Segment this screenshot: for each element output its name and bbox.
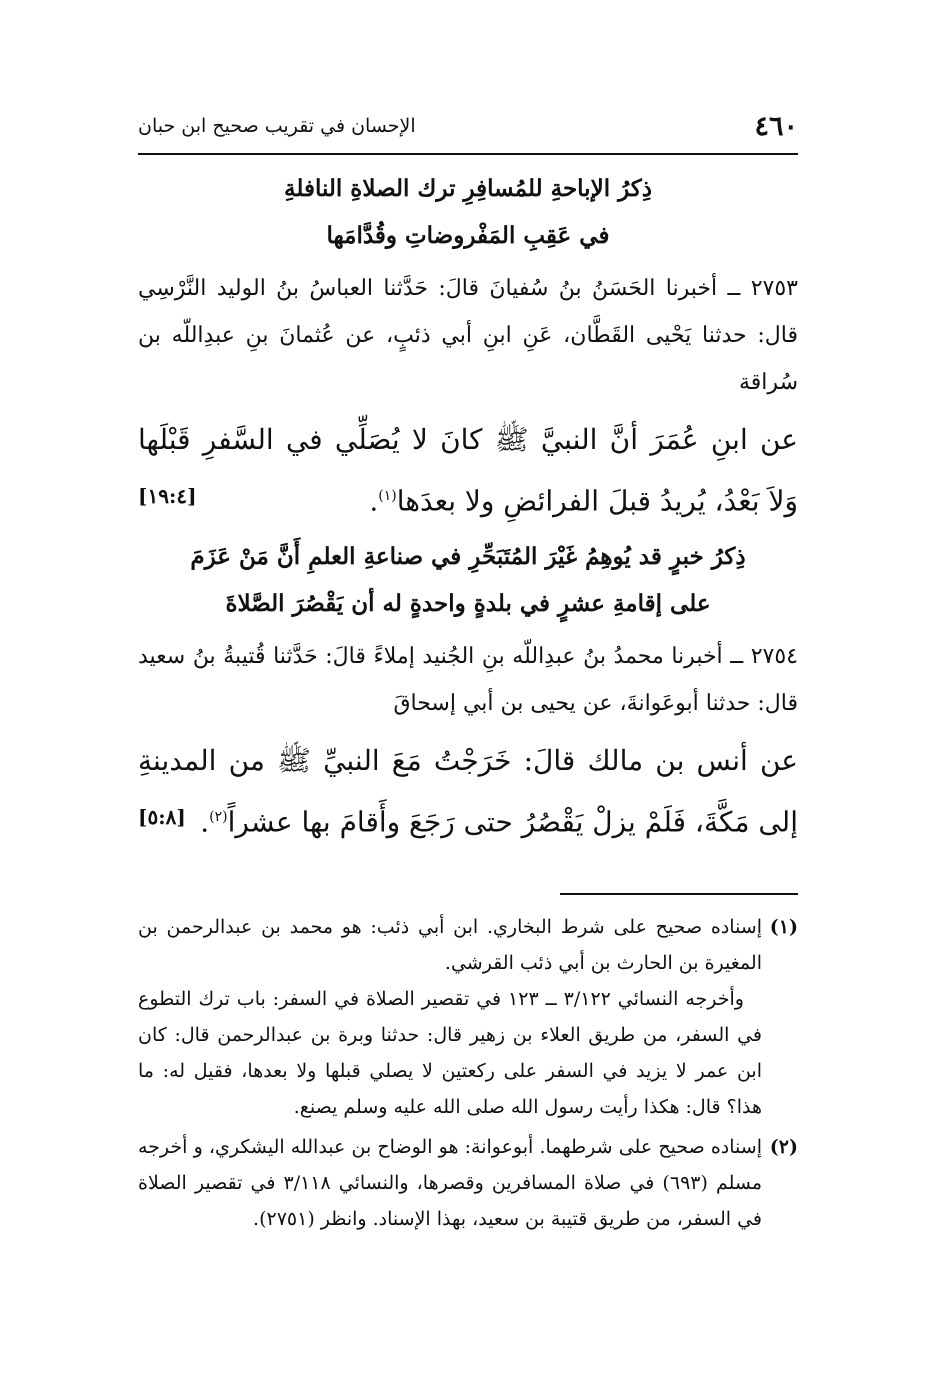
hadith-text: عن ابنِ عُمَرَ أنَّ النبيَّ ﷺ كانَ لا يُصَلِّي في السَّفرِ قَبْلَها وَلاَ بَعْدُ، يُريدُ قبلَ الفرائضِ ولا بعدَها: [138, 423, 799, 518]
running-title: الإحسان في تقريب صحيح ابن حبان: [138, 115, 416, 137]
hadith-text: عن أنس بن مالك قالَ: خَرَجْتُ مَعَ النبيِّ ﷺ من المدينةِ إلى مَكَّةَ، فَلَمْ يزلْ يَقْصُرُ حتى رَجَعَ وأَقامَ بها عشراً: [138, 744, 798, 839]
footnote-2: [138, 1129, 798, 1237]
hadith-2753-text: عن ابنِ عُمَرَ أنَّ النبيَّ ﷺ كانَ لا يُصَلِّي في السَّفرِ قَبْلَها وَلاَ بَعْدُ، يُريدُ قبلَ الفرائضِ ولا بعدَها$^{(١)}$. [١٩:٤]: [138, 412, 798, 529]
hadith-2754-text: عن أنس بن مالك قالَ: خَرَجْتُ مَعَ النبيِّ ﷺ من المدينةِ إلى مَكَّةَ، فَلَمْ يزلْ يَقْصُرُ حتى رَجَعَ وأَقامَ بها عشراً$^{(٢)}$. [٥:٨]: [138, 733, 798, 850]
chapter-title-line: على إقامةِ عشرٍ في بلدةٍ واحدةٍ له أن يَقْصُرَ الصَّلاةَ: [225, 590, 711, 618]
footnote-mark: (١): [769, 915, 798, 938]
footnote-text: إسناده صحيح على شرطهما. أبوعوانة: هو الوضاح بن عبدالله اليشكري، و أخرجه مسلم (٦٩٣) في صلاة المسافرين وقصرها، والنسائي ٣/١١٨ في تقصير الصلاة في السفر، من طريق قتيبة بن سعيد، بهذا الإسناد. وانظر (٢٧٥١).: [138, 1135, 763, 1230]
footnote-ref: (١): [378, 488, 397, 504]
header-rule: [138, 153, 798, 155]
footnote-1: [138, 909, 798, 1125]
footnote-ref: (٢): [209, 809, 228, 826]
source-reference: [٥:٨]: [138, 805, 186, 830]
page: [138, 105, 798, 1241]
hadith-2754-isnad: ٢٧٥٤ ــ أخبرنا محمدُ بنُ عبدِاللّه بنِ الجُنيد إملاءً قالَ: حَدَّثنا قُتيبةُ بنُ سعيد قال: حدثنا أبوعَوانةَ، عن يحيى بن أبي إسحاقَ: [138, 644, 798, 717]
footnote-text: إسناده صحيح على شرط البخاري. ابن أبي ذئب: هو محمد بن عبدالرحمن بن المغيرة بن الحارث بن أبي ذئب القرشي.: [138, 915, 762, 974]
page-number: ٤٦٠: [754, 111, 798, 142]
page-header: [138, 105, 798, 149]
chapter-heading-2: [138, 533, 798, 627]
hadith-2753-isnad: ٢٧٥٣ ــ أخبرنا الحَسَنُ بنُ سُفيانَ قالَ: حَدَّثنا العباسُ بنُ الوليد النَّرْسِي قال: حدثنا يَحْيى القَطَّان، عَنِ ابنِ أبي ذئبٍ، عن عُثمانَ بنِ عبدِاللّه بن سُراقة: [138, 276, 798, 395]
chapter-heading-1: [138, 165, 798, 259]
chapter-title-line: في عَقِبِ المَفْروضاتِ وقُدَّامَها: [326, 222, 610, 249]
chapter-title-line: ذِكرُ الإباحةِ للمُسافِرِ ترك الصلاةِ النافلةِ: [284, 175, 652, 202]
footnote-mark: (٢): [769, 1135, 798, 1158]
source-reference: [١٩:٤]: [138, 484, 197, 508]
footnote-separator: [560, 893, 798, 895]
footnote-text: وأخرجه النسائي ٣/١٢٢ ــ ١٢٣ في تقصير الصلاة في السفر: باب ترك التطوع في السفر، من طريق العلاء بن زهير قال: حدثنا وبرة بن عبدالرحمن قال: كان ابن عمر لا يزيد في السفر على ركعتين لا يصلي قبلها ولا بعدها، فقيل له: ما هذا؟ قال: هكذا رأيت رسول الله صلى الله عليه وسلم يصنع.: [138, 987, 762, 1118]
chapter-title-line: ذِكرُ خبرٍ قد يُوهِمُ غَيْرَ المُتَبَحِّرِ في صناعةِ العلمِ أَنَّ مَنْ عَزَمَ: [190, 543, 746, 571]
